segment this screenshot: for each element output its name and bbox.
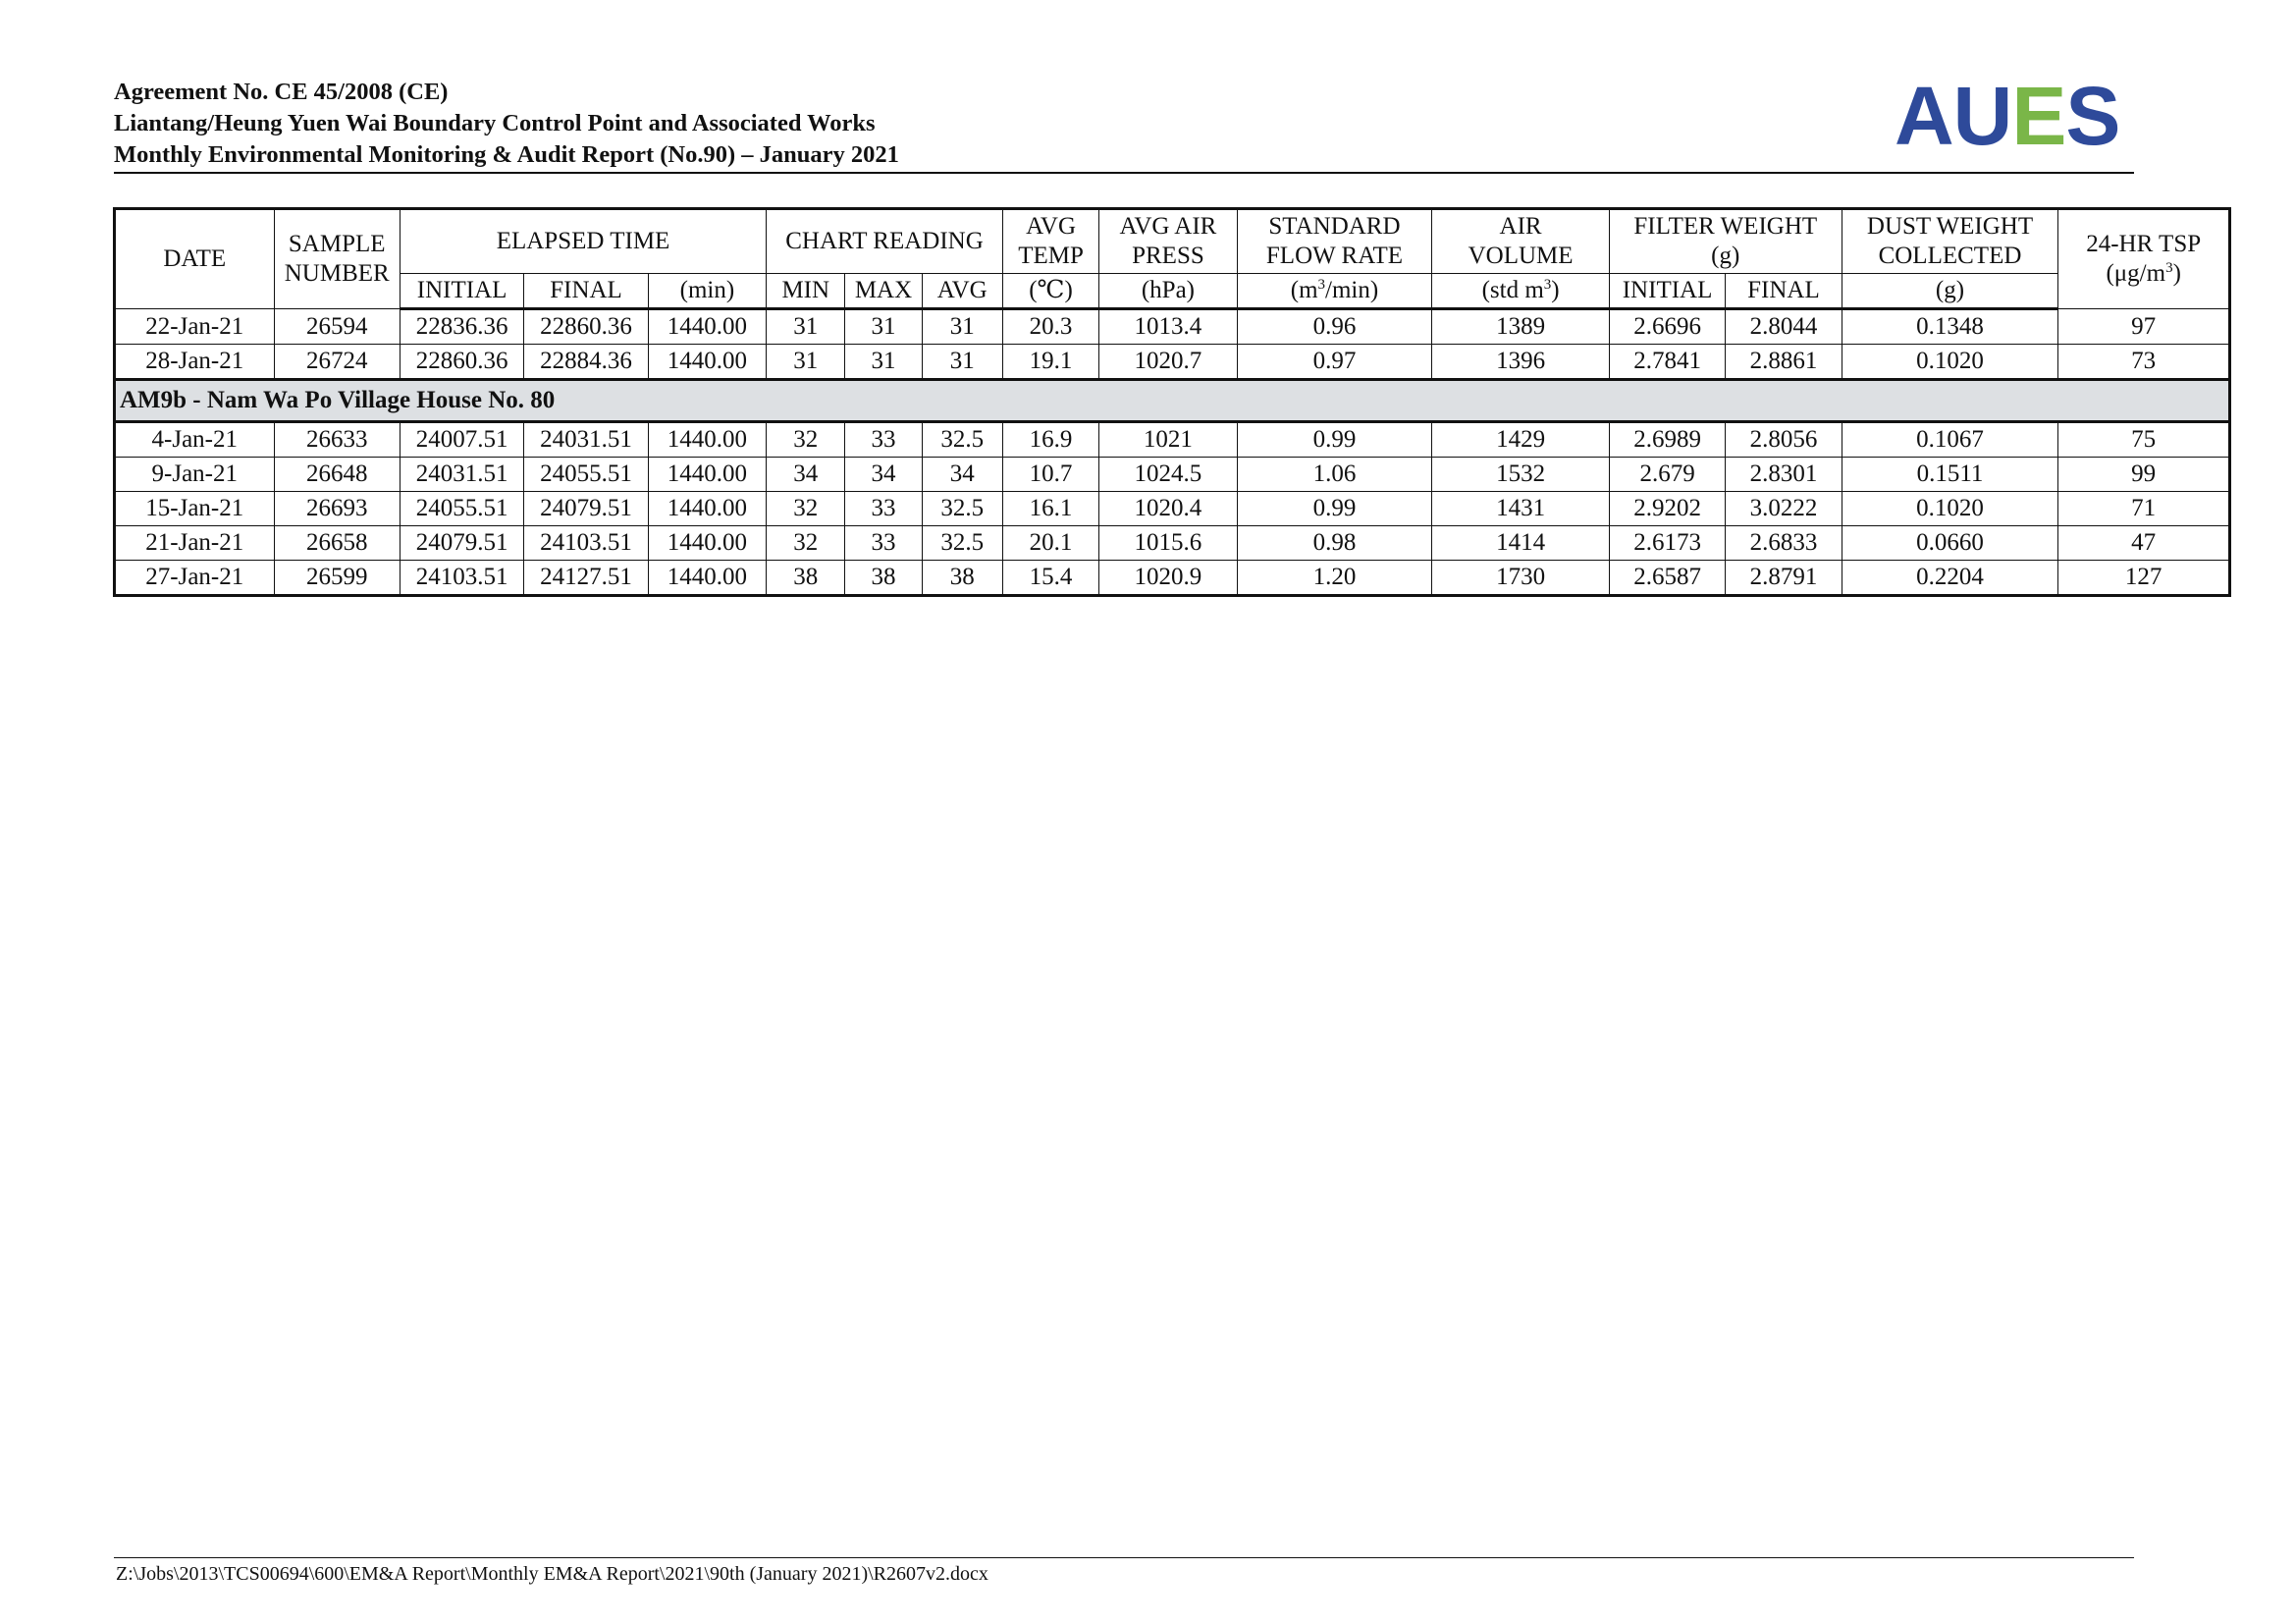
table-cell: 0.99 xyxy=(1237,422,1432,458)
tsp-monitoring-table xyxy=(113,207,2231,597)
table-cell: 1013.4 xyxy=(1099,309,1237,345)
col-header-sample-number: SAMPLE NUMBER xyxy=(274,209,400,309)
table-cell: 1414 xyxy=(1432,526,1610,561)
col-header-elapsed-final: FINAL xyxy=(524,274,648,309)
table-cell: 1.20 xyxy=(1237,561,1432,596)
header-rule xyxy=(114,172,2134,174)
table-cell: 24103.51 xyxy=(400,561,523,596)
col-header-chart-max: MAX xyxy=(845,274,922,309)
table-cell: 22-Jan-21 xyxy=(115,309,275,345)
col-header-flow-unit: $(m^3/\min)$ xyxy=(1237,274,1432,309)
table-cell: 16.9 xyxy=(1002,422,1098,458)
table-cell: 1730 xyxy=(1432,561,1610,596)
table-cell: 1429 xyxy=(1432,422,1610,458)
table-row xyxy=(115,422,2230,458)
table-cell: 0.1020 xyxy=(1842,492,2058,526)
table-cell: 33 xyxy=(845,422,922,458)
table-cell: 24007.51 xyxy=(400,422,523,458)
table-cell: 127 xyxy=(2058,561,2230,596)
table-cell: 26633 xyxy=(274,422,400,458)
file-path-footer: Z:\Jobs\2013\TCS00694\600\EM&A Report\Monthly EM&A Report\2021\90th (January 2021)\R2607v2.docx xyxy=(116,1563,988,1585)
table-row xyxy=(115,345,2230,380)
table-cell: 38 xyxy=(767,561,845,596)
table-cell: 0.99 xyxy=(1237,492,1432,526)
table-cell: 1440.00 xyxy=(648,526,766,561)
table-cell: 31 xyxy=(922,345,1002,380)
table-cell: 15-Jan-21 xyxy=(115,492,275,526)
table-cell: 31 xyxy=(845,309,922,345)
table-cell: 1440.00 xyxy=(648,492,766,526)
table-cell: 3.0222 xyxy=(1726,492,1842,526)
logo-part-e: E xyxy=(2011,70,2066,162)
report-header xyxy=(114,77,899,171)
table-cell: 22884.36 xyxy=(524,345,648,380)
col-header-date: DATE xyxy=(115,209,275,309)
table-cell: 71 xyxy=(2058,492,2230,526)
col-header-elapsed-initial: INITIAL xyxy=(400,274,523,309)
aues-logo xyxy=(1895,70,2120,162)
col-header-avg-air-press: AVG AIR PRESS xyxy=(1099,209,1237,274)
table-cell: 24079.51 xyxy=(400,526,523,561)
table-row xyxy=(115,309,2230,345)
col-header-temp-unit: (℃) xyxy=(1002,274,1098,309)
table-cell: 31 xyxy=(767,345,845,380)
table-cell: 34 xyxy=(922,458,1002,492)
table-cell: 26724 xyxy=(274,345,400,380)
table-cell: 24127.51 xyxy=(524,561,648,596)
table-cell: 34 xyxy=(845,458,922,492)
logo-part-au: AU xyxy=(1895,70,2012,162)
table-cell: 20.1 xyxy=(1002,526,1098,561)
col-header-filter-initial: INITIAL xyxy=(1609,274,1725,309)
table-cell: 1440.00 xyxy=(648,458,766,492)
table-cell: 97 xyxy=(2058,309,2230,345)
table-cell: 24055.51 xyxy=(400,492,523,526)
table-cell: 1440.00 xyxy=(648,345,766,380)
col-header-air-volume: AIR VOLUME xyxy=(1432,209,1610,274)
table-body xyxy=(115,309,2230,596)
table-cell: 1024.5 xyxy=(1099,458,1237,492)
table-cell: 1440.00 xyxy=(648,309,766,345)
table-cell: 99 xyxy=(2058,458,2230,492)
table-cell: 38 xyxy=(922,561,1002,596)
col-header-chart-avg: AVG xyxy=(922,274,1002,309)
col-header-dust-unit: (g) xyxy=(1842,274,2058,309)
table-cell: 24031.51 xyxy=(524,422,648,458)
table-cell: 2.9202 xyxy=(1609,492,1725,526)
table-cell: 75 xyxy=(2058,422,2230,458)
table-row xyxy=(115,458,2230,492)
table-cell: 22860.36 xyxy=(400,345,523,380)
table-cell: 47 xyxy=(2058,526,2230,561)
table-cell: 0.98 xyxy=(1237,526,1432,561)
col-header-volume-unit: (std $m^3$) xyxy=(1432,274,1610,309)
table-cell: 1431 xyxy=(1432,492,1610,526)
table-cell: 24055.51 xyxy=(524,458,648,492)
table-cell: 16.1 xyxy=(1002,492,1098,526)
table-cell: 31 xyxy=(767,309,845,345)
table-cell: 0.2204 xyxy=(1842,561,2058,596)
table-cell: 2.6587 xyxy=(1609,561,1725,596)
col-header-chart-reading: CHART READING xyxy=(767,209,1003,274)
table-cell: 2.7841 xyxy=(1609,345,1725,380)
table-cell: 1440.00 xyxy=(648,561,766,596)
table-row xyxy=(115,492,2230,526)
table-cell: 22836.36 xyxy=(400,309,523,345)
table-cell: 0.1348 xyxy=(1842,309,2058,345)
table-cell: 0.1020 xyxy=(1842,345,2058,380)
table-cell: 21-Jan-21 xyxy=(115,526,275,561)
table-cell: 1396 xyxy=(1432,345,1610,380)
col-header-press-unit: (hPa) xyxy=(1099,274,1237,309)
table-cell: 28-Jan-21 xyxy=(115,345,275,380)
table-cell: 0.97 xyxy=(1237,345,1432,380)
table-cell: 32 xyxy=(767,422,845,458)
col-header-elapsed-min: (min) xyxy=(648,274,766,309)
col-header-chart-min: MIN xyxy=(767,274,845,309)
table-cell: 2.8044 xyxy=(1726,309,1842,345)
table-cell: 0.1511 xyxy=(1842,458,2058,492)
table-cell: 33 xyxy=(845,526,922,561)
table-cell: 19.1 xyxy=(1002,345,1098,380)
table-cell: 1020.9 xyxy=(1099,561,1237,596)
agreement-title: Agreement No. CE 45/2008 (CE) xyxy=(114,79,449,105)
table-cell: 0.96 xyxy=(1237,309,1432,345)
table-cell: 0.1067 xyxy=(1842,422,2058,458)
table-cell: 1.06 xyxy=(1237,458,1432,492)
col-header-24hr-tsp: 24-HR TSP $(\mu g/m^3)$ xyxy=(2058,209,2230,309)
col-header-filter-final: FINAL xyxy=(1726,274,1842,309)
table-cell: 2.6989 xyxy=(1609,422,1725,458)
table-cell: 1015.6 xyxy=(1099,526,1237,561)
table-row xyxy=(115,526,2230,561)
col-header-filter-weight: FILTER WEIGHT (g) xyxy=(1609,209,1842,274)
table-cell: 2.679 xyxy=(1609,458,1725,492)
table-cell: 20.3 xyxy=(1002,309,1098,345)
col-header-dust-weight: DUST WEIGHT COLLECTED xyxy=(1842,209,2058,274)
table-cell: 15.4 xyxy=(1002,561,1098,596)
table-row xyxy=(115,561,2230,596)
table-cell: 27-Jan-21 xyxy=(115,561,275,596)
table-cell: 32 xyxy=(767,526,845,561)
col-header-flow-rate: STANDARD FLOW RATE xyxy=(1237,209,1432,274)
table-cell: 26594 xyxy=(274,309,400,345)
table-cell: 38 xyxy=(845,561,922,596)
table-cell: 1440.00 xyxy=(648,422,766,458)
table-cell: 4-Jan-21 xyxy=(115,422,275,458)
table-cell: 32 xyxy=(767,492,845,526)
col-header-avg-temp: AVG TEMP xyxy=(1002,209,1098,274)
table-cell: 2.6696 xyxy=(1609,309,1725,345)
table-cell: 2.8301 xyxy=(1726,458,1842,492)
table-cell: 1020.7 xyxy=(1099,345,1237,380)
table-cell: 22860.36 xyxy=(524,309,648,345)
table-cell: 1389 xyxy=(1432,309,1610,345)
table-cell: 24103.51 xyxy=(524,526,648,561)
table-cell: 33 xyxy=(845,492,922,526)
table-cell: 31 xyxy=(922,309,1002,345)
table-cell: 24031.51 xyxy=(400,458,523,492)
table-cell: 9-Jan-21 xyxy=(115,458,275,492)
table-cell: 26693 xyxy=(274,492,400,526)
group-row xyxy=(115,380,2230,422)
table-cell: 32.5 xyxy=(922,526,1002,561)
table-cell: 73 xyxy=(2058,345,2230,380)
table-cell: 0.0660 xyxy=(1842,526,2058,561)
table-cell: 32.5 xyxy=(922,422,1002,458)
footer-rule xyxy=(114,1557,2134,1558)
project-title: Liantang/Heung Yuen Wai Boundary Control Point and Associated Works xyxy=(114,110,876,136)
table-cell: 2.6173 xyxy=(1609,526,1725,561)
table-cell: 24079.51 xyxy=(524,492,648,526)
table-cell: 1020.4 xyxy=(1099,492,1237,526)
table-cell: 34 xyxy=(767,458,845,492)
table-cell: 2.6833 xyxy=(1726,526,1842,561)
report-title: Monthly Environmental Monitoring & Audit Report (No.90) – January 2021 xyxy=(114,141,899,168)
group-label: AM9b - Nam Wa Po Village House No. 80 xyxy=(115,380,2230,422)
table-cell: 1021 xyxy=(1099,422,1237,458)
table-cell: 2.8056 xyxy=(1726,422,1842,458)
table-cell: 1532 xyxy=(1432,458,1610,492)
col-header-elapsed-time: ELAPSED TIME xyxy=(400,209,766,274)
table-cell: 26658 xyxy=(274,526,400,561)
table-cell: 26599 xyxy=(274,561,400,596)
table-cell: 10.7 xyxy=(1002,458,1098,492)
table-cell: 26648 xyxy=(274,458,400,492)
table-cell: 31 xyxy=(845,345,922,380)
table-cell: 2.8861 xyxy=(1726,345,1842,380)
logo-part-s: S xyxy=(2065,70,2120,162)
table-cell: 2.8791 xyxy=(1726,561,1842,596)
table-cell: 32.5 xyxy=(922,492,1002,526)
